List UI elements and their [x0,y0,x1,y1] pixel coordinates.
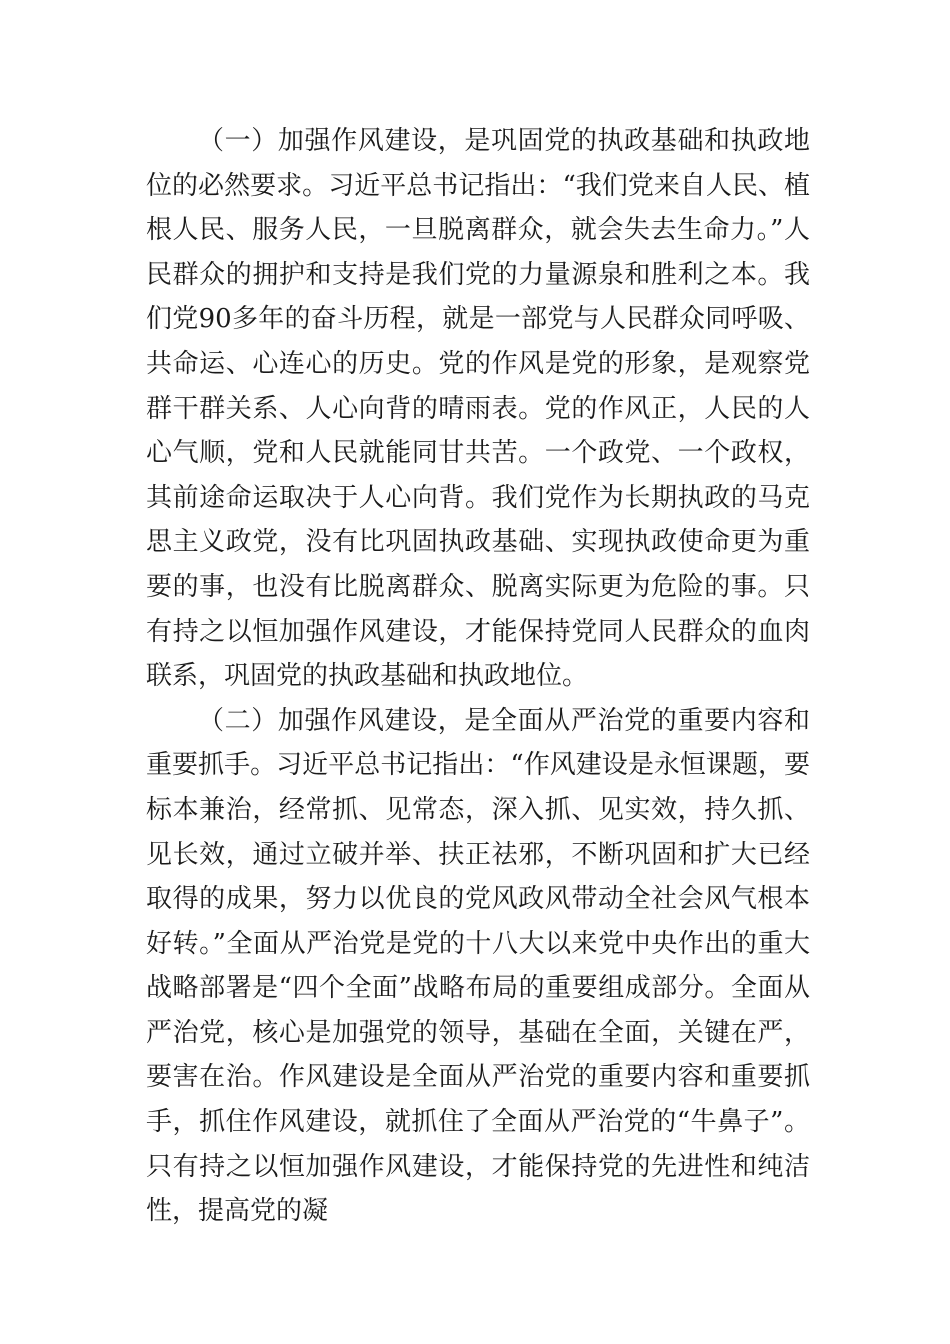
document-page [146,119,810,1234]
paragraph-2: （二）加强作风建设，是全面从严治党的重要内容和重要抓手。习近平总书记指出：“作风建设是永恒课题，要标本兼治，经常抓、见常态，深入抓、见实效，持久抓、见长效，通过立破并举、扶正祛邪，不断巩固和扩大已经取得的成果，努力以优良的党风政风带动全社会风气根本好转。”全面从严治党是党的十八大以来党中央作出的重大战略部署是“四个全面”战略布局的重要组成部分。全面从严治党，核心是加强党的领导，基础在全面，关键在严，要害在治。作风建设是全面从严治党的重要内容和重要抓手，抓住作风建设，就抓住了全面从严治党的“牛鼻子”。只有持之以恒加强作风建设，才能保持党的先进性和纯洁性，提高党的凝 [146,705,810,1227]
paragraph-1: （一）加强作风建设，是巩固党的执政基础和执政地位的必然要求。习近平总书记指出：“我们党来自人民、植根人民、服务人民，一旦脱离群众，就会失去生命力。”人民群众的拥护和支持是我们党的力量源泉和胜利之本。我们党90多年的奋斗历程，就是一部党与人民群众同呼吸、共命运、心连心的历史。党的作风是党的形象，是观察党群干群关系、人心向背的晴雨表。党的作风正，人民的人心气顺，党和人民就能同甘共苦。一个政党、一个政权，其前途命运取决于人心向背。我们党作为长期执政的马克思主义政党，没有比巩固执政基础、实现执政使命更为重要的事，也没有比脱离群众、脱离实际更为危险的事。只有持之以恒加强作风建设，才能保持党同人民群众的血肉联系，巩固党的执政基础和执政地位。 [146,126,810,692]
